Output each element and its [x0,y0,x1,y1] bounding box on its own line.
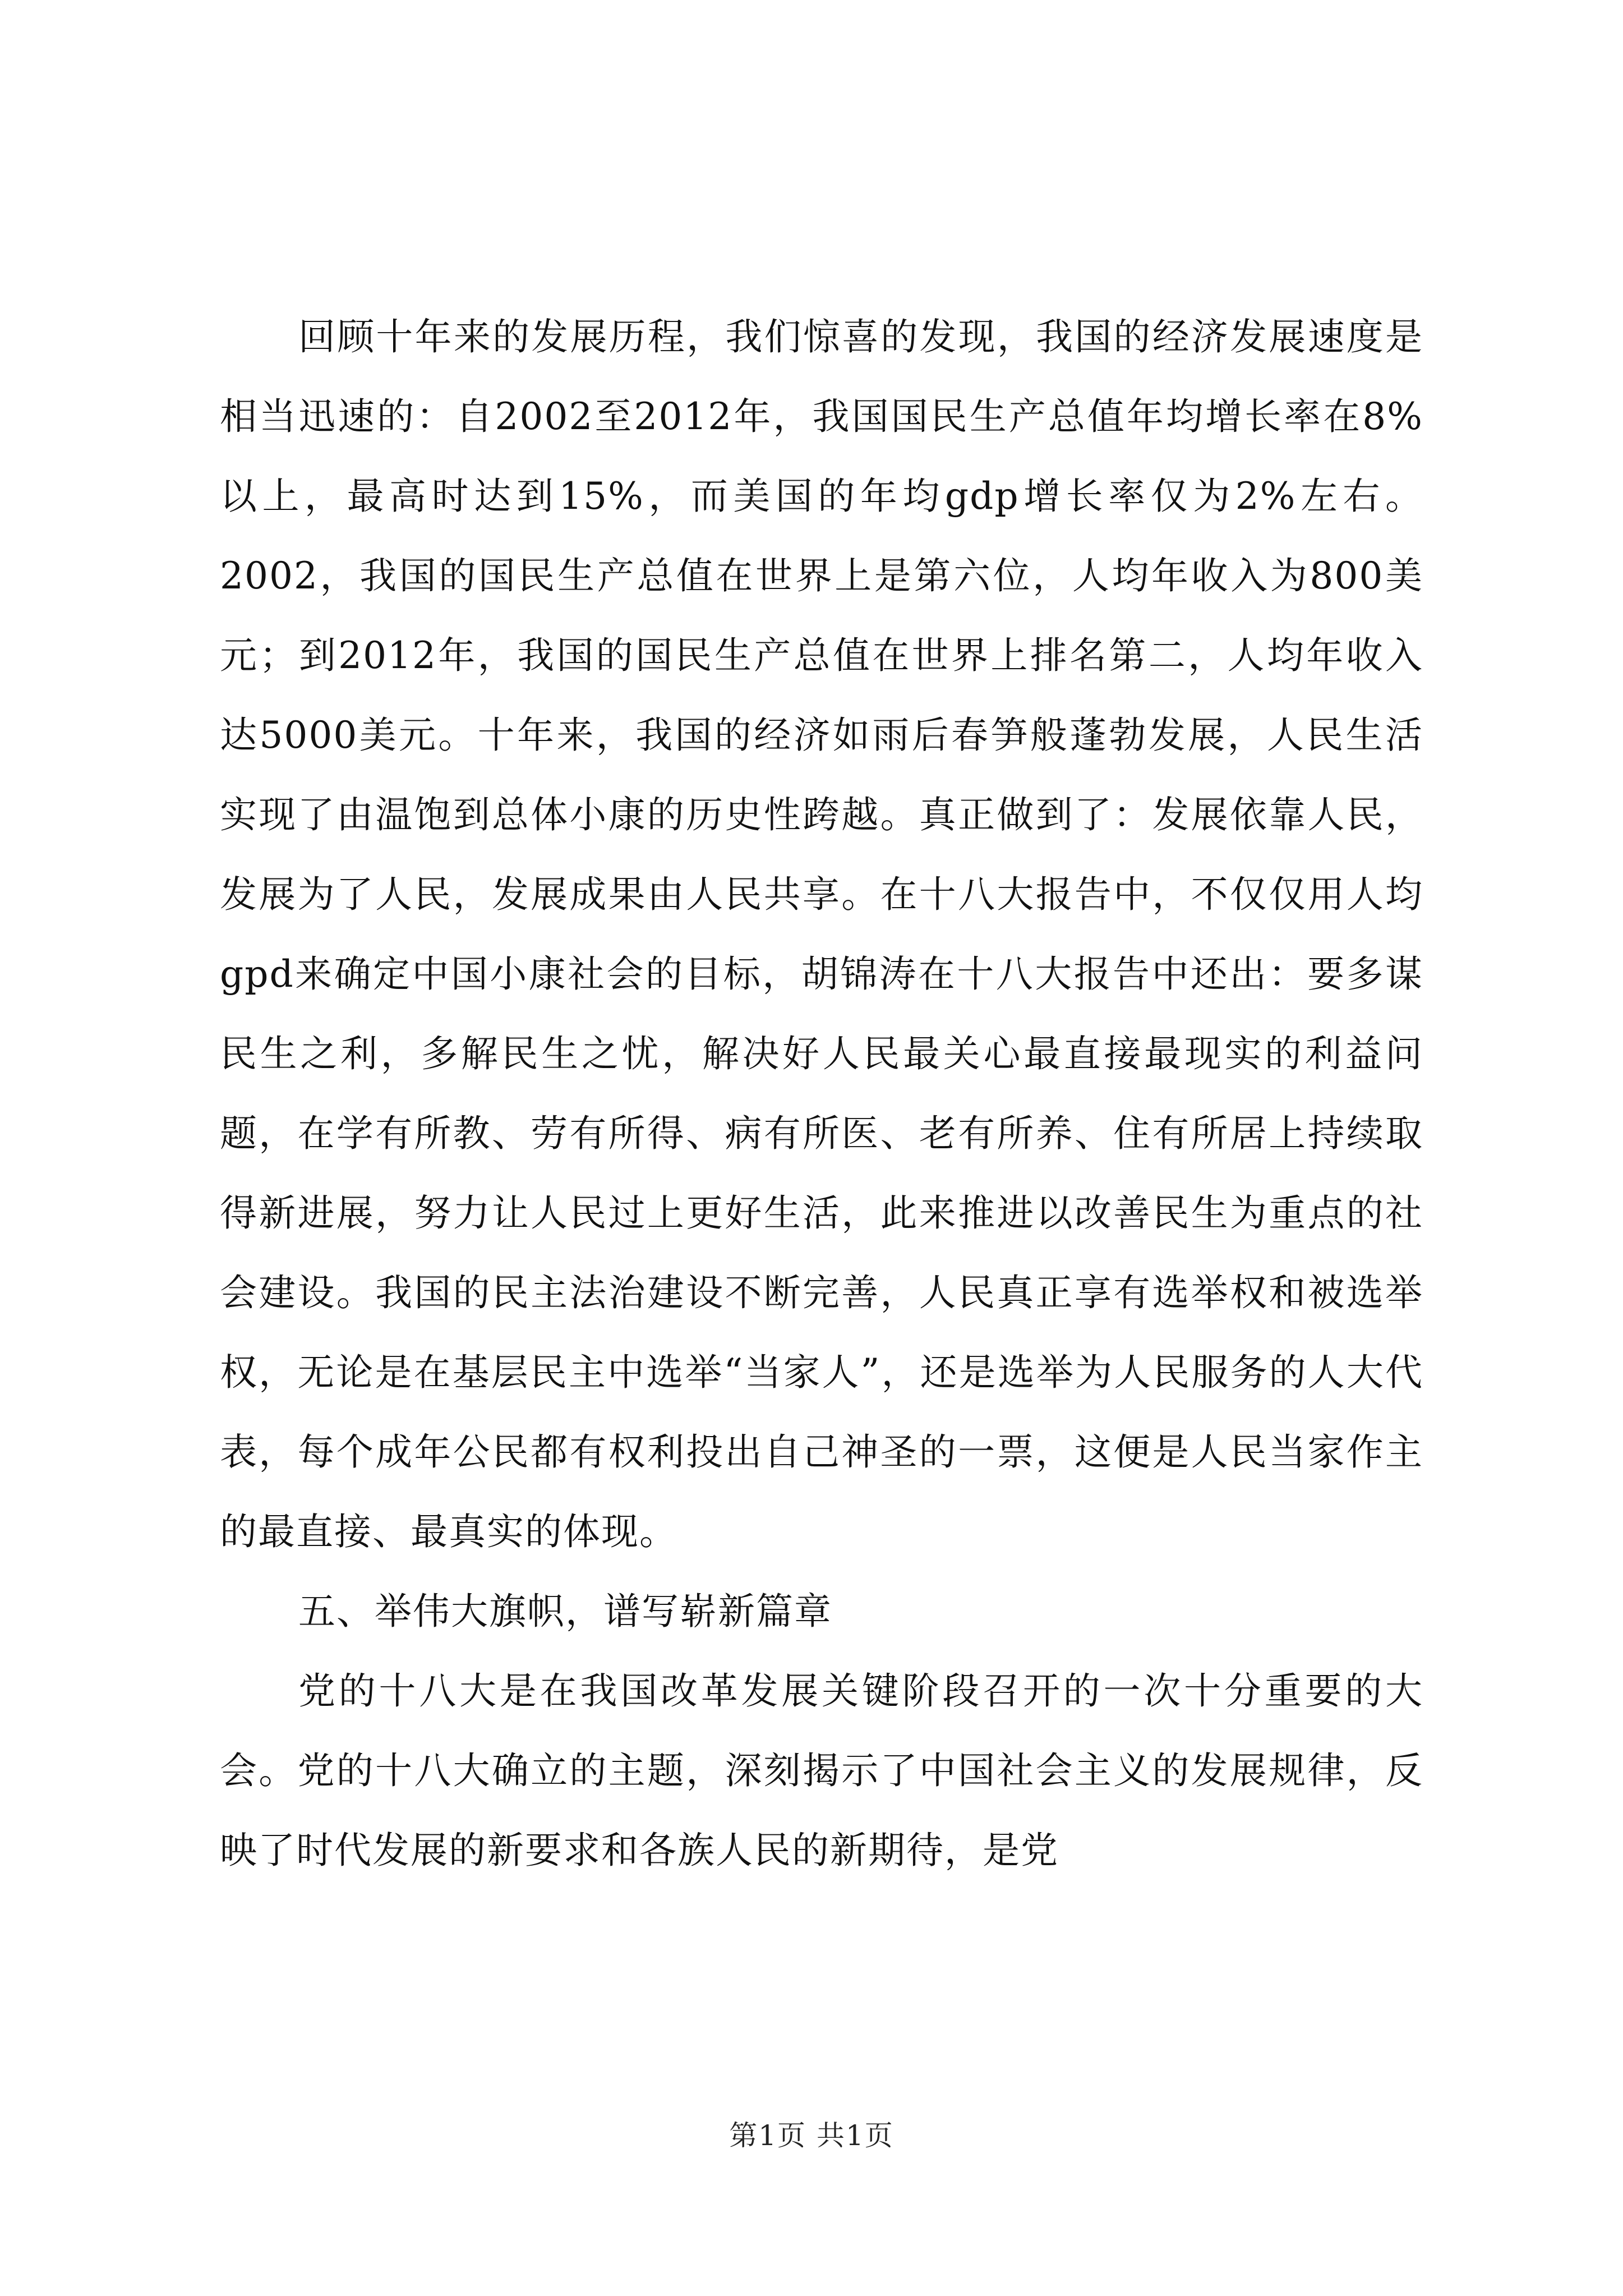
document-body [220,297,1423,1890]
body-paragraph: 回顾十年来的发展历程，我们惊喜的发现，我国的经济发展速度是相当迅速的：自2002至2012年，我国国民生产总值年均增长率在8%以上，最高时达到15%，而美国的年均gdp增长率仅为2%左右。2002，我国的国民生产总值在世界上是第六位，人均年收入为800美元；到2012年，我国的国民生产总值在世界上排名第二，人均年收入达5000美元。十年来，我国的经济如雨后春笋般蓬勃发展，人民生活实现了由温饱到总体小康的历史性跨越。真正做到了：发展依靠人民，发展为了人民，发展成果由人民共享。在十八大报告中，不仅仅用人均gpd来确定中国小康社会的目标，胡锦涛在十八大报告中还出：要多谋民生之利，多解民生之忧，解决好人民最关心最直接最现实的利益问题，在学有所教、劳有所得、病有所医、老有所养、住有所居上持续取得新进展，努力让人民过上更好生活，此来推进以改善民生为重点的社会建设。我国的民主法治建设不断完善，人民真正享有选举权和被选举权，无论是在基层民主中选举“当家人”，还是选举为人民服务的人大代表，每个成年公民都有权利投出自己神圣的一票，这便是人民当家作主的最直接、最真实的体现。 [220,315,1423,1553]
page-footer: 第1页 共1页 [729,2119,894,2152]
body-paragraph: 党的十八大是在我国改革发展关键阶段召开的一次十分重要的大会。党的十八大确立的主题，深刻揭示了中国社会主义的发展规律，反映了时代发展的新要求和各族人民的新期待，是党 [220,1669,1423,1872]
section-heading: 五、举伟大旗帜，谱写崭新篇章 [298,1590,832,1633]
